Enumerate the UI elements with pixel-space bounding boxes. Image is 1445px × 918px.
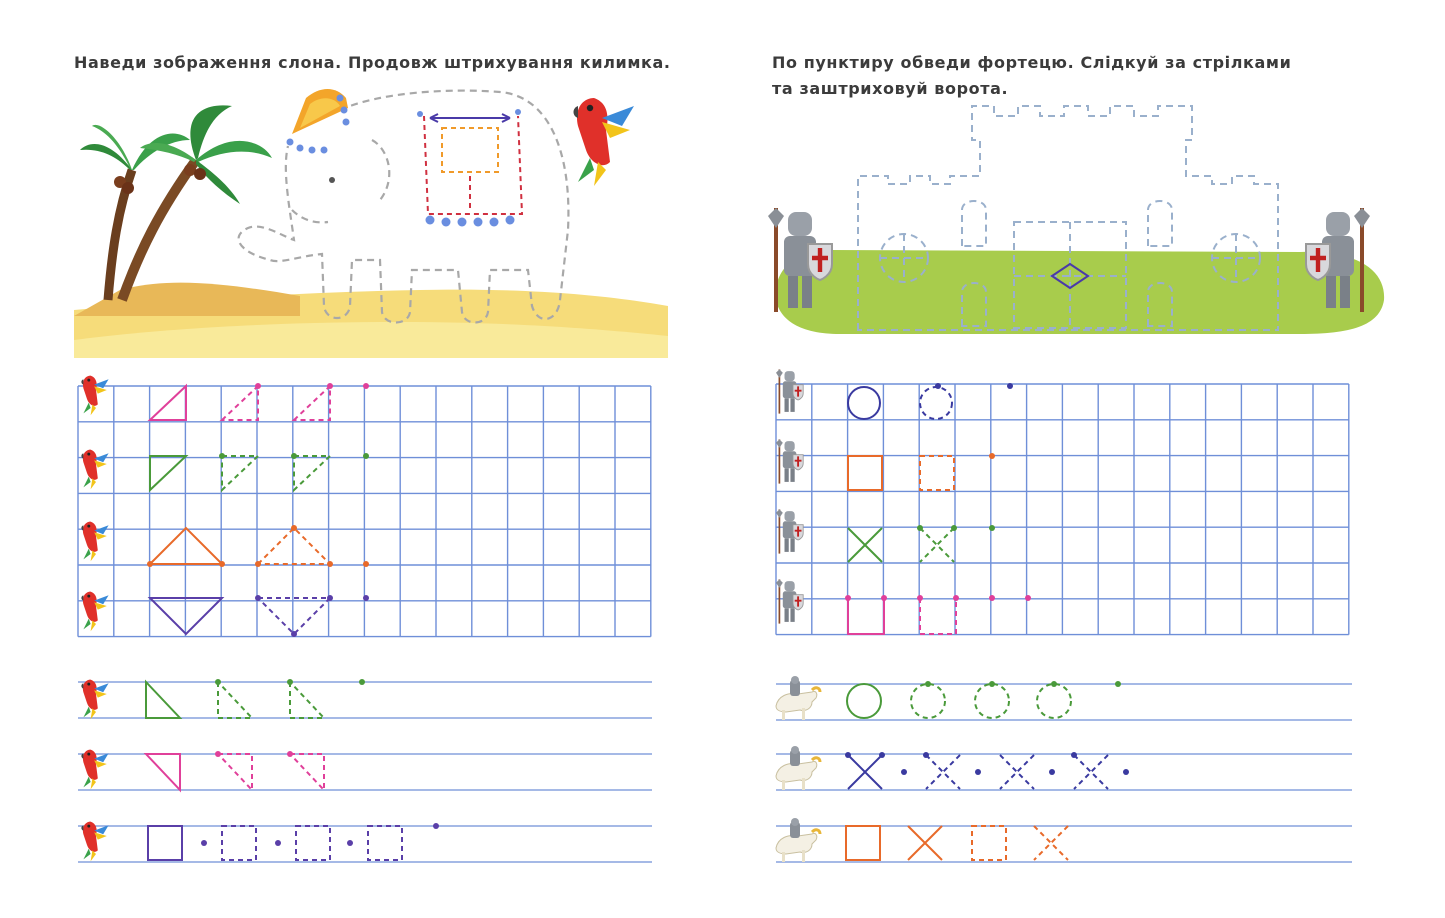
purple-square-dashed	[368, 826, 402, 860]
purple-square-dashed	[296, 826, 330, 860]
parrot-icon	[81, 376, 108, 416]
parrot-icon	[81, 680, 108, 720]
pink-triangle-solid	[150, 386, 186, 420]
left-scene	[74, 89, 668, 358]
blue-circle-solid	[848, 387, 880, 419]
knight-icon	[776, 579, 803, 623]
parrot-icon	[81, 822, 108, 862]
green-circle-solid	[847, 684, 881, 718]
knight-icon	[776, 509, 803, 553]
parrot-icon	[81, 750, 108, 790]
pink-triangle-line-solid	[146, 754, 180, 790]
parrot-icon	[81, 522, 108, 562]
green-triangle-solid	[150, 456, 186, 490]
green-triangle-line-dashed	[290, 682, 324, 718]
green-triangle-line-solid	[146, 682, 180, 718]
pink-triangle-dashed	[222, 386, 258, 420]
orange-cross-solid	[908, 826, 942, 860]
right-scene	[768, 106, 1384, 334]
purple-triangle-dashed	[258, 598, 330, 634]
blue-circle-dashed	[920, 387, 952, 419]
knight-icon	[776, 369, 803, 413]
purple-square-solid	[148, 826, 182, 860]
green-triangle-dashed	[222, 456, 258, 490]
right-instruction-line-2: та заштриховуй ворота.	[772, 79, 1009, 98]
right-grid	[776, 384, 1349, 635]
pink-triangle-dashed	[294, 386, 330, 420]
pink-bracket-solid	[848, 598, 884, 634]
blue-cross-dashed	[1074, 755, 1108, 789]
left-instruction: Наведи зображення слона. Продовж штрихування килимка.	[74, 53, 671, 72]
right-writing-lines	[776, 684, 1352, 862]
orange-cross-dashed	[1034, 826, 1068, 860]
parrot-icon	[574, 98, 635, 186]
knight-on-horse-icon	[776, 818, 820, 862]
orange-square-dashed	[920, 456, 954, 490]
green-triangle-dashed	[294, 456, 330, 490]
green-circle-dashed	[1037, 684, 1071, 718]
green-cross-solid	[848, 528, 882, 562]
pink-bracket-dashed	[920, 598, 956, 634]
orange-square-solid	[846, 826, 880, 860]
pink-triangle-line-dashed	[290, 754, 324, 790]
green-circle-dashed	[911, 684, 945, 718]
right-instruction-line-1: По пунктиру обведи фортецю. Слідкуй за стрілками	[772, 53, 1292, 72]
green-triangle-line-dashed	[218, 682, 252, 718]
orange-triangle-dashed	[258, 528, 330, 564]
pink-triangle-line-dashed	[218, 754, 252, 790]
palm-tree-icon	[80, 105, 272, 300]
blue-cross-dashed	[1000, 755, 1034, 789]
knight-on-horse-icon	[776, 676, 820, 720]
knight-icon	[776, 439, 803, 483]
blue-cross-solid	[848, 755, 882, 789]
elephant-eye	[329, 177, 335, 183]
knight-on-horse-icon	[776, 746, 820, 790]
parrot-icon	[81, 450, 108, 490]
green-cross-dashed	[920, 528, 954, 562]
orange-square-solid	[848, 456, 882, 490]
parrot-icon	[81, 592, 108, 632]
blue-cross-dashed	[926, 755, 960, 789]
orange-square-dashed	[972, 826, 1006, 860]
carpet-pattern	[424, 114, 522, 214]
green-circle-dashed	[975, 684, 1009, 718]
purple-square-dashed	[222, 826, 256, 860]
